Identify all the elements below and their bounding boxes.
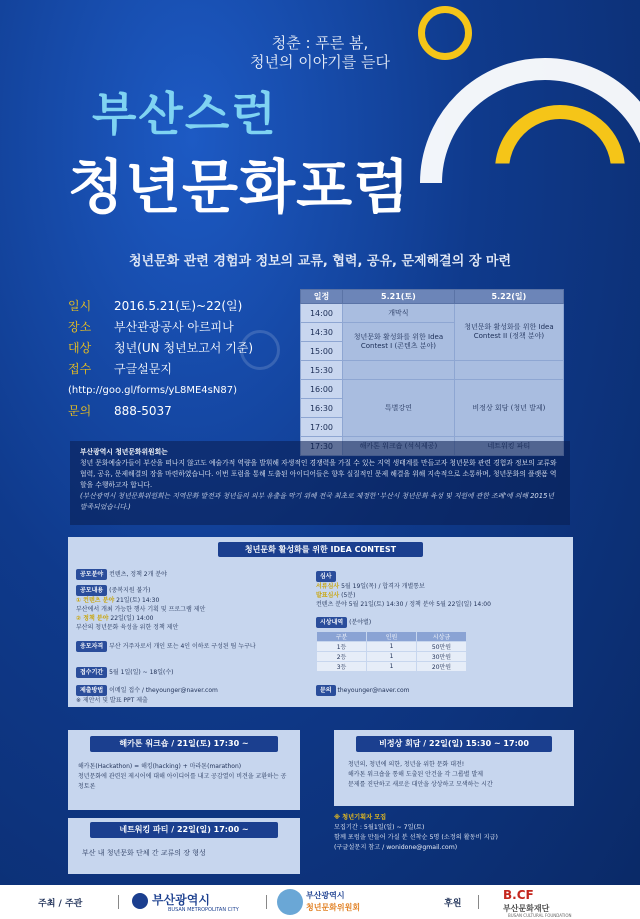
sponsor-label: 후원 [444, 899, 462, 909]
committee-name-line2: 청년문화위원회 [306, 903, 361, 912]
divider [118, 895, 119, 909]
busan-city-logo: 부산광역시 [152, 893, 210, 907]
recruit-desc: 함께 포럼을 만들어 가실 분 선착순 5명 (소정의 활동비 지급) [334, 834, 498, 841]
party-box [68, 818, 300, 874]
recruit-apply: (구글설문지 참고 / wonidone@gmail.com) [334, 844, 458, 851]
divider [478, 895, 479, 909]
talk-item: 청년의, 청년에 의한, 청년을 위한 문화 대전! [348, 761, 465, 768]
intro-box [70, 441, 570, 525]
talk-body [348, 760, 568, 790]
white-arc-decoration [420, 58, 640, 308]
info-contact: 문의 888-5037 [68, 404, 172, 418]
party-desc: 부산 내 청년문화 단체 간 교류의 장 형성 [82, 849, 206, 857]
title-line2: 청년문화포럼 [68, 153, 411, 221]
sat-empty [343, 361, 455, 380]
contest-target: 응모자격 부산 거주자로서 개인 또는 4인 이하로 구성된 팀 누구나 [76, 641, 316, 652]
talk-item: 문제를 진단하고 새로운 대안을 상상하고 모색하는 시간 [348, 781, 493, 788]
prize-table: 구분 인원 시상금 1등 1 50만원 2등 1 30만원 3등 1 20만원 [316, 631, 467, 672]
bcf-name-en: BUSAN CULTURAL FOUNDATION [508, 913, 572, 918]
talk-box [334, 730, 574, 806]
info-apply-url[interactable]: (http://goo.gl/forms/yL8ME4sN87) [68, 385, 237, 396]
contest-period: 접수기간 5월 1일(일) ~ 18일(수) [76, 667, 316, 678]
info-date: 일시 2016.5.21(토)~22(일) [68, 299, 243, 313]
time-cell: 15:00 [301, 342, 343, 361]
busan-logo-icon [132, 893, 148, 909]
sat-lecture: 특별강연 [343, 380, 455, 437]
info-target: 대상 청년(UN 청년보고서 기준) [68, 341, 254, 355]
bcf-name: 부산문화재단 [503, 904, 550, 913]
contest-method: 제출방법 이메일 접수 / theyounger@naver.com ※ 제안서 및 발표 PPT 제출 [76, 687, 218, 704]
time-cell: 17:00 [301, 418, 343, 437]
info-place: 장소 부산관광공사 아르피나 [68, 320, 234, 334]
prize-row: 1등 1 50만원 [317, 642, 467, 652]
prize-row: 3등 1 20만원 [317, 662, 467, 672]
title-line1: 부산스런 [92, 87, 278, 141]
host-label: 주최 / 주관 [38, 899, 83, 909]
recruit-period: 모집기간 : 5월1일(일) ~ 7일(토) [334, 824, 425, 831]
footer [0, 885, 640, 919]
contest-field: 공모분야 컨텐츠, 정책 2개 분야 [76, 569, 316, 580]
info-apply: 접수 구글설문지 [68, 362, 172, 376]
sun-talk: 비정상 회담 (청년 발제) [454, 380, 563, 437]
time-cell: 16:00 [301, 380, 343, 399]
time-cell: 14:00 [301, 304, 343, 323]
contest-review: 심사 서류심사 5월 19일(목) / 합격자 개별통보 발표심사 (5분) 컨텐츠 분야 5월 21일(토) 14:30 / 정책 분야 5월 22일(일) 14:00 [316, 573, 491, 608]
subtitle [200, 34, 440, 72]
intro-body: 청년 문화예술가들이 부산을 떠나지 않고도 예술가적 역량을 발휘해 자생적인 경쟁력을 가질 수 있는 지역 생태계를 만들고자 청년문화 관련 경험과 정보의 교류와 협력, 공유, 문제해결의 장을 마련하였습니다. 이번 포럼을 통해 도출된 아이디어들은 향후 실질적인 문제 해결을 위해 지속적으로 소통하며, 청년문화의 플랫폼 역할을 수행하고자 합니다. [80, 459, 557, 489]
party-title: 네트워킹 파티 / 22일(일) 17:00 ~ [90, 822, 278, 838]
hackathon-body [78, 762, 290, 792]
subtitle-line2: 청년의 이야기를 듣다 [250, 53, 390, 71]
event-info [68, 296, 298, 422]
sat-contest1: 청년문화 활성화를 위한 Idea Contest I (콘텐츠 분야) [343, 323, 455, 361]
subtitle-line1: 청춘 : 푸른 봄, [271, 34, 369, 52]
committee-logo-icon [277, 889, 303, 915]
time-cell: 14:30 [301, 323, 343, 342]
intro-title: 부산광역시 청년문화위원회는 [80, 448, 168, 456]
busan-city-logo-en: BUSAN METROPOLITAN CITY [168, 907, 239, 913]
schedule-table [300, 289, 564, 456]
schedule-header-sat: 5.21(토) [343, 290, 455, 304]
schedule-header-sun: 5.22(일) [454, 290, 563, 304]
schedule-header-time: 일정 [301, 290, 343, 304]
hackathon-desc: 청년문화에 관련된 제시어에 대해 아이디어를 내고 공감열이 비견을 교환하는 공청토론 [78, 773, 287, 790]
time-cell: 15:30 [301, 361, 343, 380]
sun-empty [454, 361, 563, 380]
committee-name-line1: 부산광역시 [306, 891, 345, 900]
contest-inquiry: 문의 theyounger@naver.com [316, 685, 566, 696]
contest-prize: 시상내역 (분야별) [316, 617, 566, 628]
recruit-box [334, 813, 574, 853]
hackathon-title: 해카톤 워크숍 / 21일(토) 17:30 ~ [90, 736, 278, 752]
bcf-logo: B.CF [503, 888, 534, 902]
tagline: 청년문화 관련 경험과 정보의 교류, 협력, 공유, 문제해결의 장 마련 [128, 254, 512, 269]
talk-item: 해카톤 워크숍을 통해 도출된 안건을 각 그룹별 발제 [348, 771, 484, 778]
hackathon-formula: 해카톤(Hackathon) = 해킹(hacking) + 마라톤(marathon) [78, 763, 242, 770]
divider [266, 895, 267, 909]
recruit-title: ※ 청년기획자 모집 [334, 814, 387, 821]
idea-contest-box [68, 537, 573, 707]
sun-contest2: 청년문화 활성화를 위한 Idea Contest II (정책 분야) [454, 304, 563, 361]
sat-opening: 개막식 [343, 304, 455, 323]
talk-title: 비정상 회담 / 22일(일) 15:30 ~ 17:00 [356, 736, 552, 752]
prize-row: 2등 1 30만원 [317, 652, 467, 662]
contest-title: 청년문화 활성화를 위한 IDEA CONTEST [218, 542, 423, 557]
contest-content: 공모내용 (중복지원 불가) ① 컨텐츠 분야 21일(토) 14:30 부산에서 개최 가능한 행사 기획 및 프로그램 제안 ② 정책 분야 22일(일) 14:00 부산의 청년문화 육성을 위한 정책 제안 [76, 587, 206, 631]
hackathon-box [68, 730, 300, 810]
time-cell: 16:30 [301, 399, 343, 418]
intro-note: (부산광역시 청년문화위원회는 지역문화 발전과 청년들의 외부 유출을 막기 위해 전국 최초로 제정한 '부산시 청년문화 육성 및 지원에 관한 조례'에 의해 2015년 발족되었습니다.) [80, 492, 554, 511]
